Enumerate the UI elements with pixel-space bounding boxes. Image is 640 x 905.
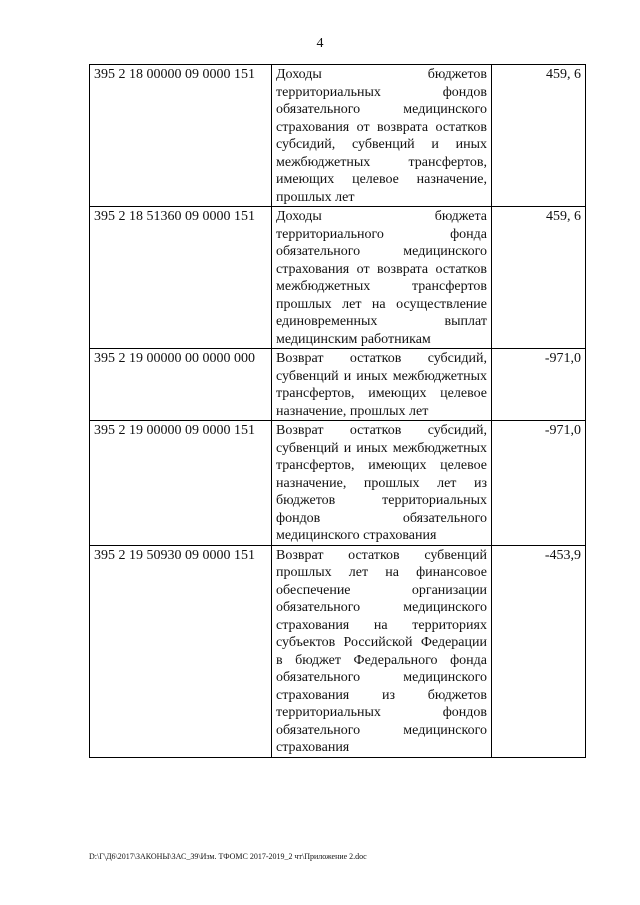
page-number: 4 <box>316 36 324 51</box>
income-name: Возврат остатков субвенций прошлых лет на финансовое обеспечение организации обязательного медицинского страхования на территориях субъектов Российской Федерации в бюджет Федерального фонда обязательного медицинского страхования из бюджетов территориальных фондов обязательного медицинского страхования <box>272 545 492 757</box>
classification-code: 395 2 18 51360 09 0000 151 <box>90 207 272 349</box>
income-name: Доходы бюджетов территориальных фондов обязательного медицинского страхования от возврата остатков субсидий, субвенций и иных межбюджетных трансфертов, имеющих целевое назначение, прошлых лет <box>272 65 492 207</box>
classification-code: 395 2 19 00000 09 0000 151 <box>90 421 272 546</box>
amount: -971,0 <box>492 349 586 421</box>
amount: 459, 6 <box>492 207 586 349</box>
income-name: Возврат остатков субсидий, субвенций и иных межбюджетных трансфертов, имеющих целевое назначение, прошлых лет <box>272 349 492 421</box>
footer-file-path: D:\Г\Д6\2017\ЗАКОНЫ\ЗАС_39\Изм. ТФОМС 2017-2019_2 чт\Приложение 2.doc <box>89 852 367 861</box>
table-row <box>90 207 586 349</box>
amount: 459, 6 <box>492 65 586 207</box>
classification-code: 395 2 19 50930 09 0000 151 <box>90 545 272 757</box>
budget-table <box>89 64 586 758</box>
amount: -971,0 <box>492 421 586 546</box>
table-row <box>90 421 586 546</box>
classification-code: 395 2 18 00000 09 0000 151 <box>90 65 272 207</box>
table-row <box>90 65 586 207</box>
amount: -453,9 <box>492 545 586 757</box>
table-row <box>90 349 586 421</box>
income-name: Доходы бюджета территориального фонда обязательного медицинского страхования от возврата остатков межбюджетных трансфертов прошлых лет на осуществление единовременных выплат медицинским работникам <box>272 207 492 349</box>
classification-code: 395 2 19 00000 00 0000 000 <box>90 349 272 421</box>
table-row <box>90 545 586 757</box>
income-name: Возврат остатков субсидий, субвенций и иных межбюджетных трансфертов, имеющих целевое назначение, прошлых лет из бюджетов территориальных фондов обязательного медицинского страхования <box>272 421 492 546</box>
